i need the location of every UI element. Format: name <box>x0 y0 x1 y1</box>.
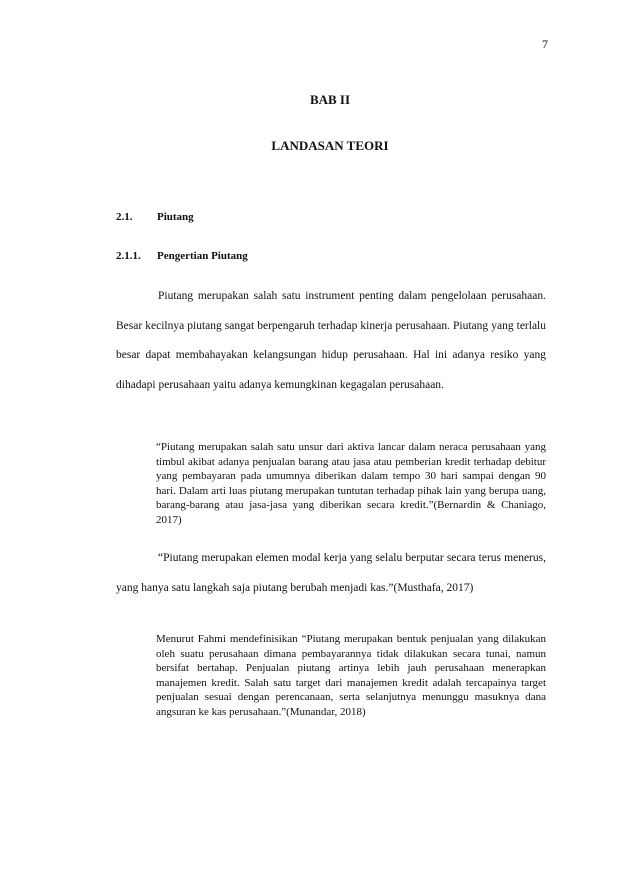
body-paragraph: Piutang merupakan salah satu instrument penting dalam pengelolaan perusahaan. Besar kecilnya piutang sangat berpengaruh terhadap kinerja perusahaan. Piutang yang terlalu besar dapat membahayakan kelangsungan hidup perusahaan. Hal ini adanya resiko yang dihadapi perusahaan yaitu adanya kemungkinan kegagalan perusahaan. <box>116 290 546 391</box>
section-heading <box>116 211 194 223</box>
chapter-title: LANDASAN TEORI <box>271 138 389 153</box>
section-title: Piutang <box>157 211 194 223</box>
block-quote: “Piutang merupakan salah satu unsur dari aktiva lancar dalam neraca perusahaan yang timbul akibat adanya penjualan barang atau jasa atau pemberian kredit terhadap debitur yang pembayaran pada umumnya diberikan dalam tempo 30 hari sampai dengan 90 hari. Dalam arti luas piutang merupakan tuntutan terhadap pihak lain yang berupa uang, barang-barang atau jasa-jasa yang diberikan secara kredit.”(Bernardin & Chaniago, 2017) <box>156 441 546 526</box>
subsection-title: Pengertian Piutang <box>157 250 248 262</box>
block-quote: Menurut Fahmi mendefinisikan “Piutang merupakan bentuk penjualan yang dilakukan oleh suatu perusahaan dimana pembayarannya tidak dilakukan secara tunai, namun bersifat bertahap. Penjualan piutang artinya lebih jauh perusahaan menerapkan manajemen kredit. Salah satu target dari manajemen kredit adalah tercapainya target penjualan sesuai dengan perencanaan, serta selanjutnya menunggu masuknya dana angsuran ke kas perusahaan.”(Munandar, 2018) <box>156 633 546 718</box>
section-number: 2.1. <box>116 211 133 223</box>
subsection-heading <box>116 250 248 262</box>
page-number: 7 <box>542 37 548 51</box>
body-paragraph: “Piutang merupakan elemen modal kerja yang selalu berputar secara terus menerus, yang hanya satu langkah saja piutang berubah menjadi kas.”(Musthafa, 2017) <box>116 552 546 594</box>
subsection-number: 2.1.1. <box>116 250 141 262</box>
chapter-number: BAB II <box>309 92 351 107</box>
